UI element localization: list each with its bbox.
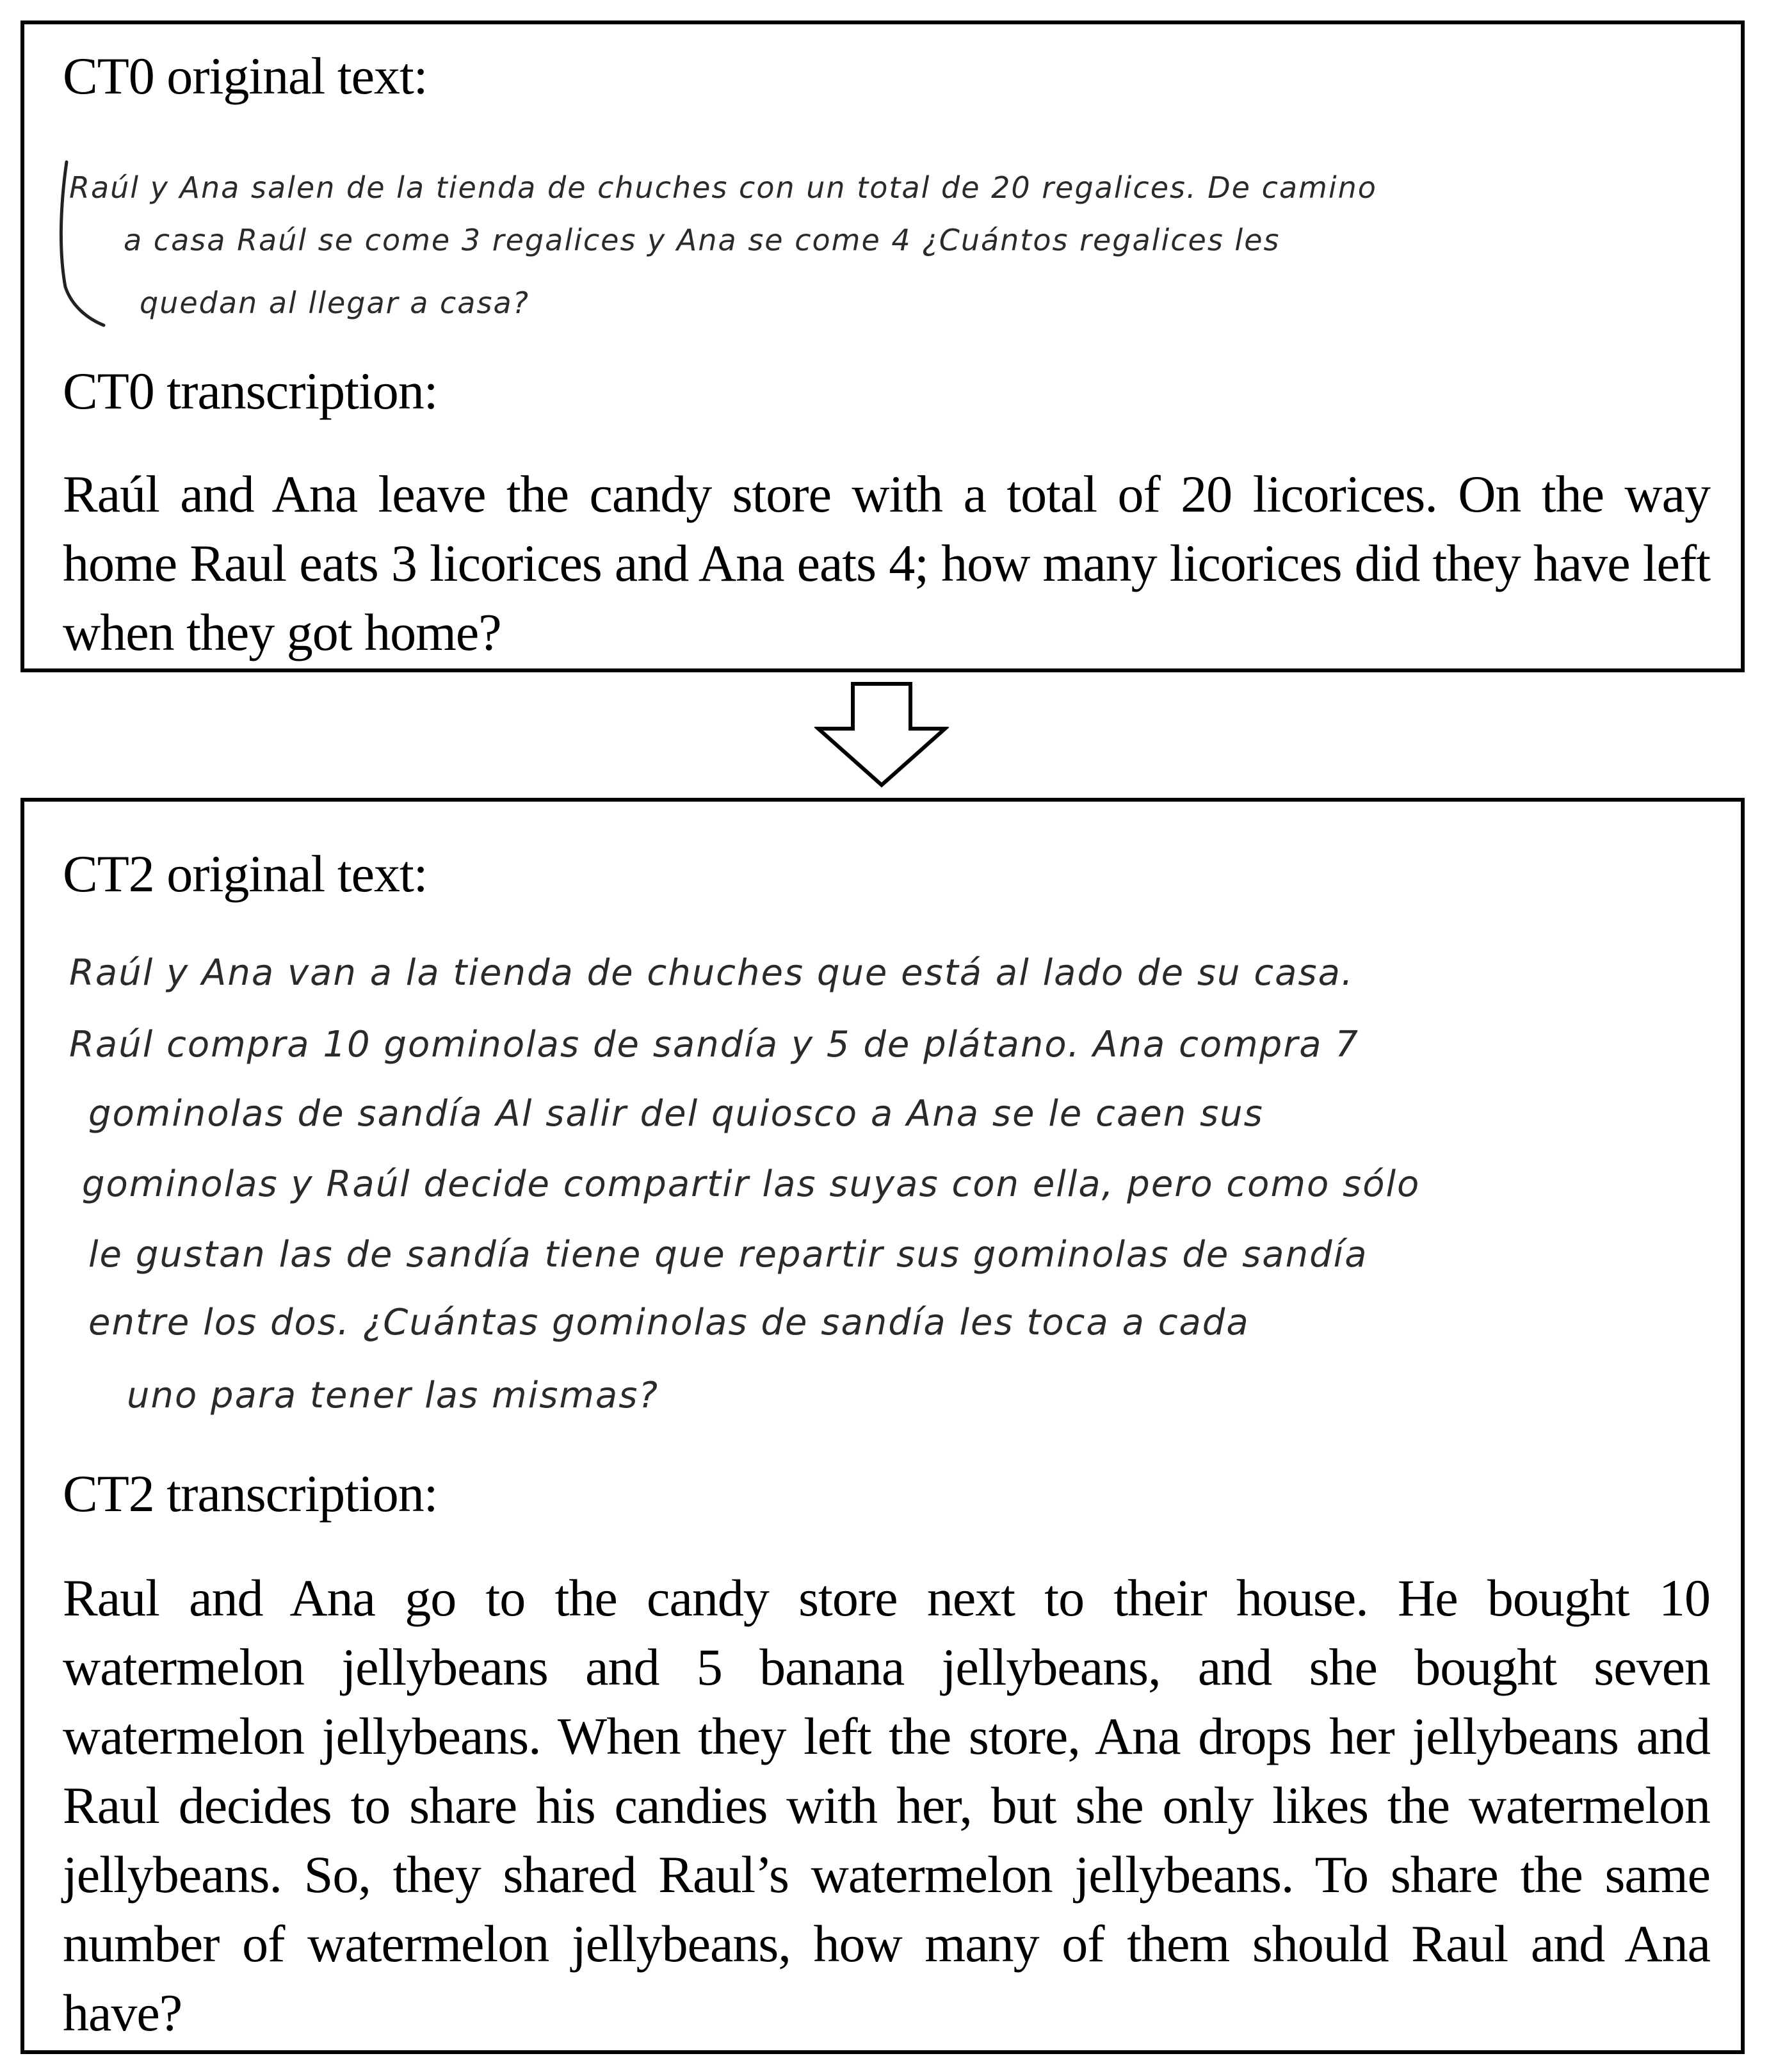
ct2-transcription-text: Raul and Ana go to the candy store next to their house. He bought 10 watermelon jellybeans and 5 banana jellybeans, and she bought seven watermelon jellybeans. When they left the store, Ana drops her jellybeans and Raul decides to share his candies with her, but she only likes the watermelon jellybeans. So, they shared Raul’s watermelon jellybeans. To share the same number of watermelon jellybeans, how many of them should Raul and Ana have? (63, 1569, 1710, 2042)
ct0-transcription-text: Raúl and Ana leave the candy store with a total of 20 licorices. On the way home Raul eats 3 licorices and Ana eats 4; how many licorices did they have left when they got home? (63, 465, 1710, 661)
handwritten-line: a casa Raúl se come 3 regalices y Ana se come 4 ¿Cuántos regalices les (124, 223, 1280, 257)
ct0-original-heading: CT0 original text: (63, 47, 428, 105)
handwritten-line: Raúl y Ana van a la tienda de chuches que está al lado de su casa. (69, 952, 1354, 994)
ct2-handwritten-text (63, 939, 1727, 1452)
handwritten-line: Raúl y Ana salen de la tienda de chuches con un total de 20 regalices. De camino (69, 170, 1377, 205)
ct0-transcription-heading: CT0 transcription: (63, 362, 438, 420)
handwritten-line: quedan al llegar a casa? (140, 286, 530, 320)
handwritten-line: gominolas de sandía Al salir del quiosco a Ana se le caen sus (88, 1093, 1264, 1135)
down-arrow-icon (814, 681, 949, 789)
handwritten-line: uno para tener las mismas? (127, 1375, 659, 1416)
handwritten-line: entre los dos. ¿Cuántas gominolas de sandía les toca a cada (88, 1302, 1250, 1343)
handwritten-line: gominolas y Raúl decide compartir las suyas con ella, pero como sólo (82, 1163, 1421, 1205)
ct2-original-heading: CT2 original text: (63, 845, 428, 903)
handwritten-line: Raúl compra 10 gominolas de sandía y 5 de plátano. Ana compra 7 (69, 1024, 1360, 1065)
ct0-handwritten-text (63, 159, 1727, 338)
ct0-panel (20, 20, 1745, 672)
handwritten-line: le gustan las de sandía tiene que repartir sus gominolas de sandía (88, 1234, 1368, 1275)
ct2-transcription-heading: CT2 transcription: (63, 1464, 438, 1523)
ct2-panel (20, 798, 1745, 2054)
